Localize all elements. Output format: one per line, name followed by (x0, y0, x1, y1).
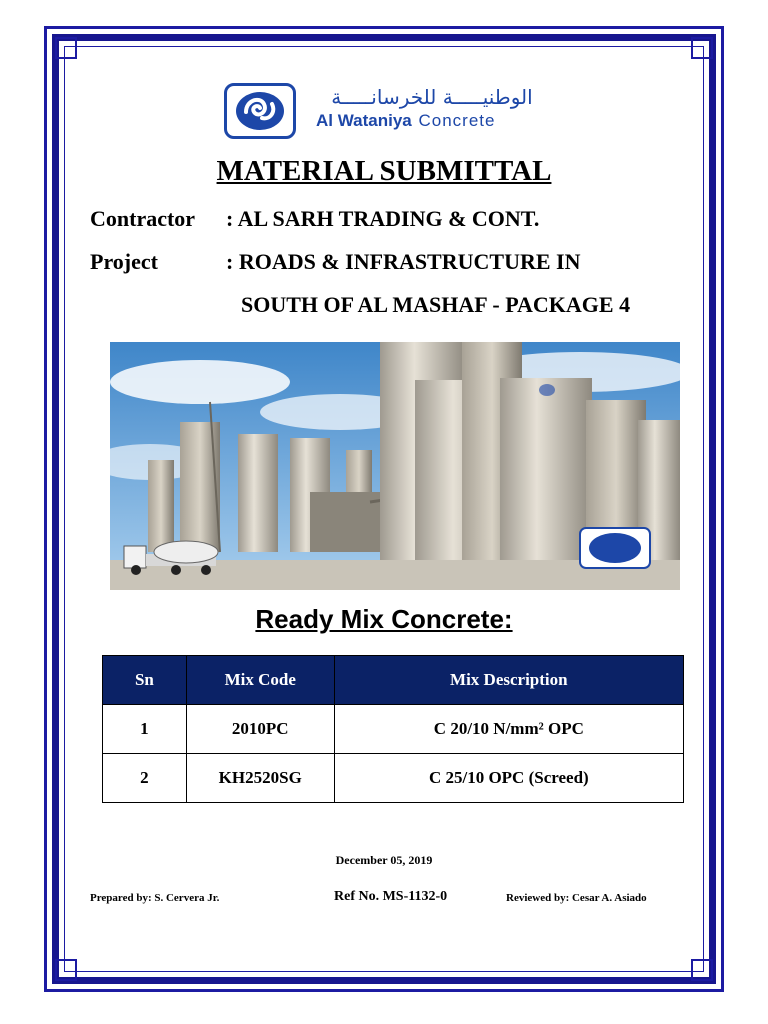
table-header-row (103, 656, 684, 705)
border-corner-bottom-right (691, 959, 713, 981)
column-header-mix-description: Mix Description (334, 656, 683, 705)
table-row (103, 754, 684, 803)
cell-mix-code: 2010PC (186, 705, 334, 754)
reference-number: Ref No. MS-1132-0 (334, 889, 448, 904)
prepared-by: Prepared by: S. Cervera Jr. (90, 892, 220, 904)
reviewed-by: Reviewed by: Cesar A. Asiado (506, 892, 647, 904)
logo-brand-light: Concrete (418, 111, 496, 130)
logo-emblem-icon (224, 83, 296, 139)
page-title: MATERIAL SUBMITTAL (216, 155, 552, 187)
project-label: Project (90, 249, 158, 274)
cell-mix-description: C 25/10 OPC (Screed) (334, 754, 683, 803)
border-corner-bottom-left (55, 959, 77, 981)
project-value-line1: : ROADS & INFRASTRUCTURE IN (226, 249, 581, 274)
project-value-line2: SOUTH OF AL MASHAF - PACKAGE 4 (241, 292, 631, 317)
company-logo (224, 83, 554, 143)
batching-plant-photo (110, 342, 680, 590)
logo-brand-bold: Al Wataniya (316, 111, 412, 130)
contractor-value: : AL SARH TRADING & CONT. (226, 206, 540, 231)
cell-mix-description: C 20/10 N/mm² OPC (334, 705, 683, 754)
mix-table (102, 655, 684, 803)
cell-mix-code: KH2520SG (186, 754, 334, 803)
submittal-date: December 05, 2019 (335, 853, 433, 867)
column-header-mix-code: Mix Code (186, 656, 334, 705)
table-row (103, 705, 684, 754)
border-corner-top-right (691, 37, 713, 59)
logo-english-text (316, 111, 495, 131)
column-header-sn: Sn (103, 656, 187, 705)
logo-arabic-text: الوطنيـــــة للخرسانـــــة (331, 85, 533, 109)
section-title: Ready Mix Concrete: (255, 604, 513, 634)
border-corner-top-left (55, 37, 77, 59)
contractor-label: Contractor (90, 206, 196, 231)
cell-sn: 2 (103, 754, 187, 803)
cell-sn: 1 (103, 705, 187, 754)
